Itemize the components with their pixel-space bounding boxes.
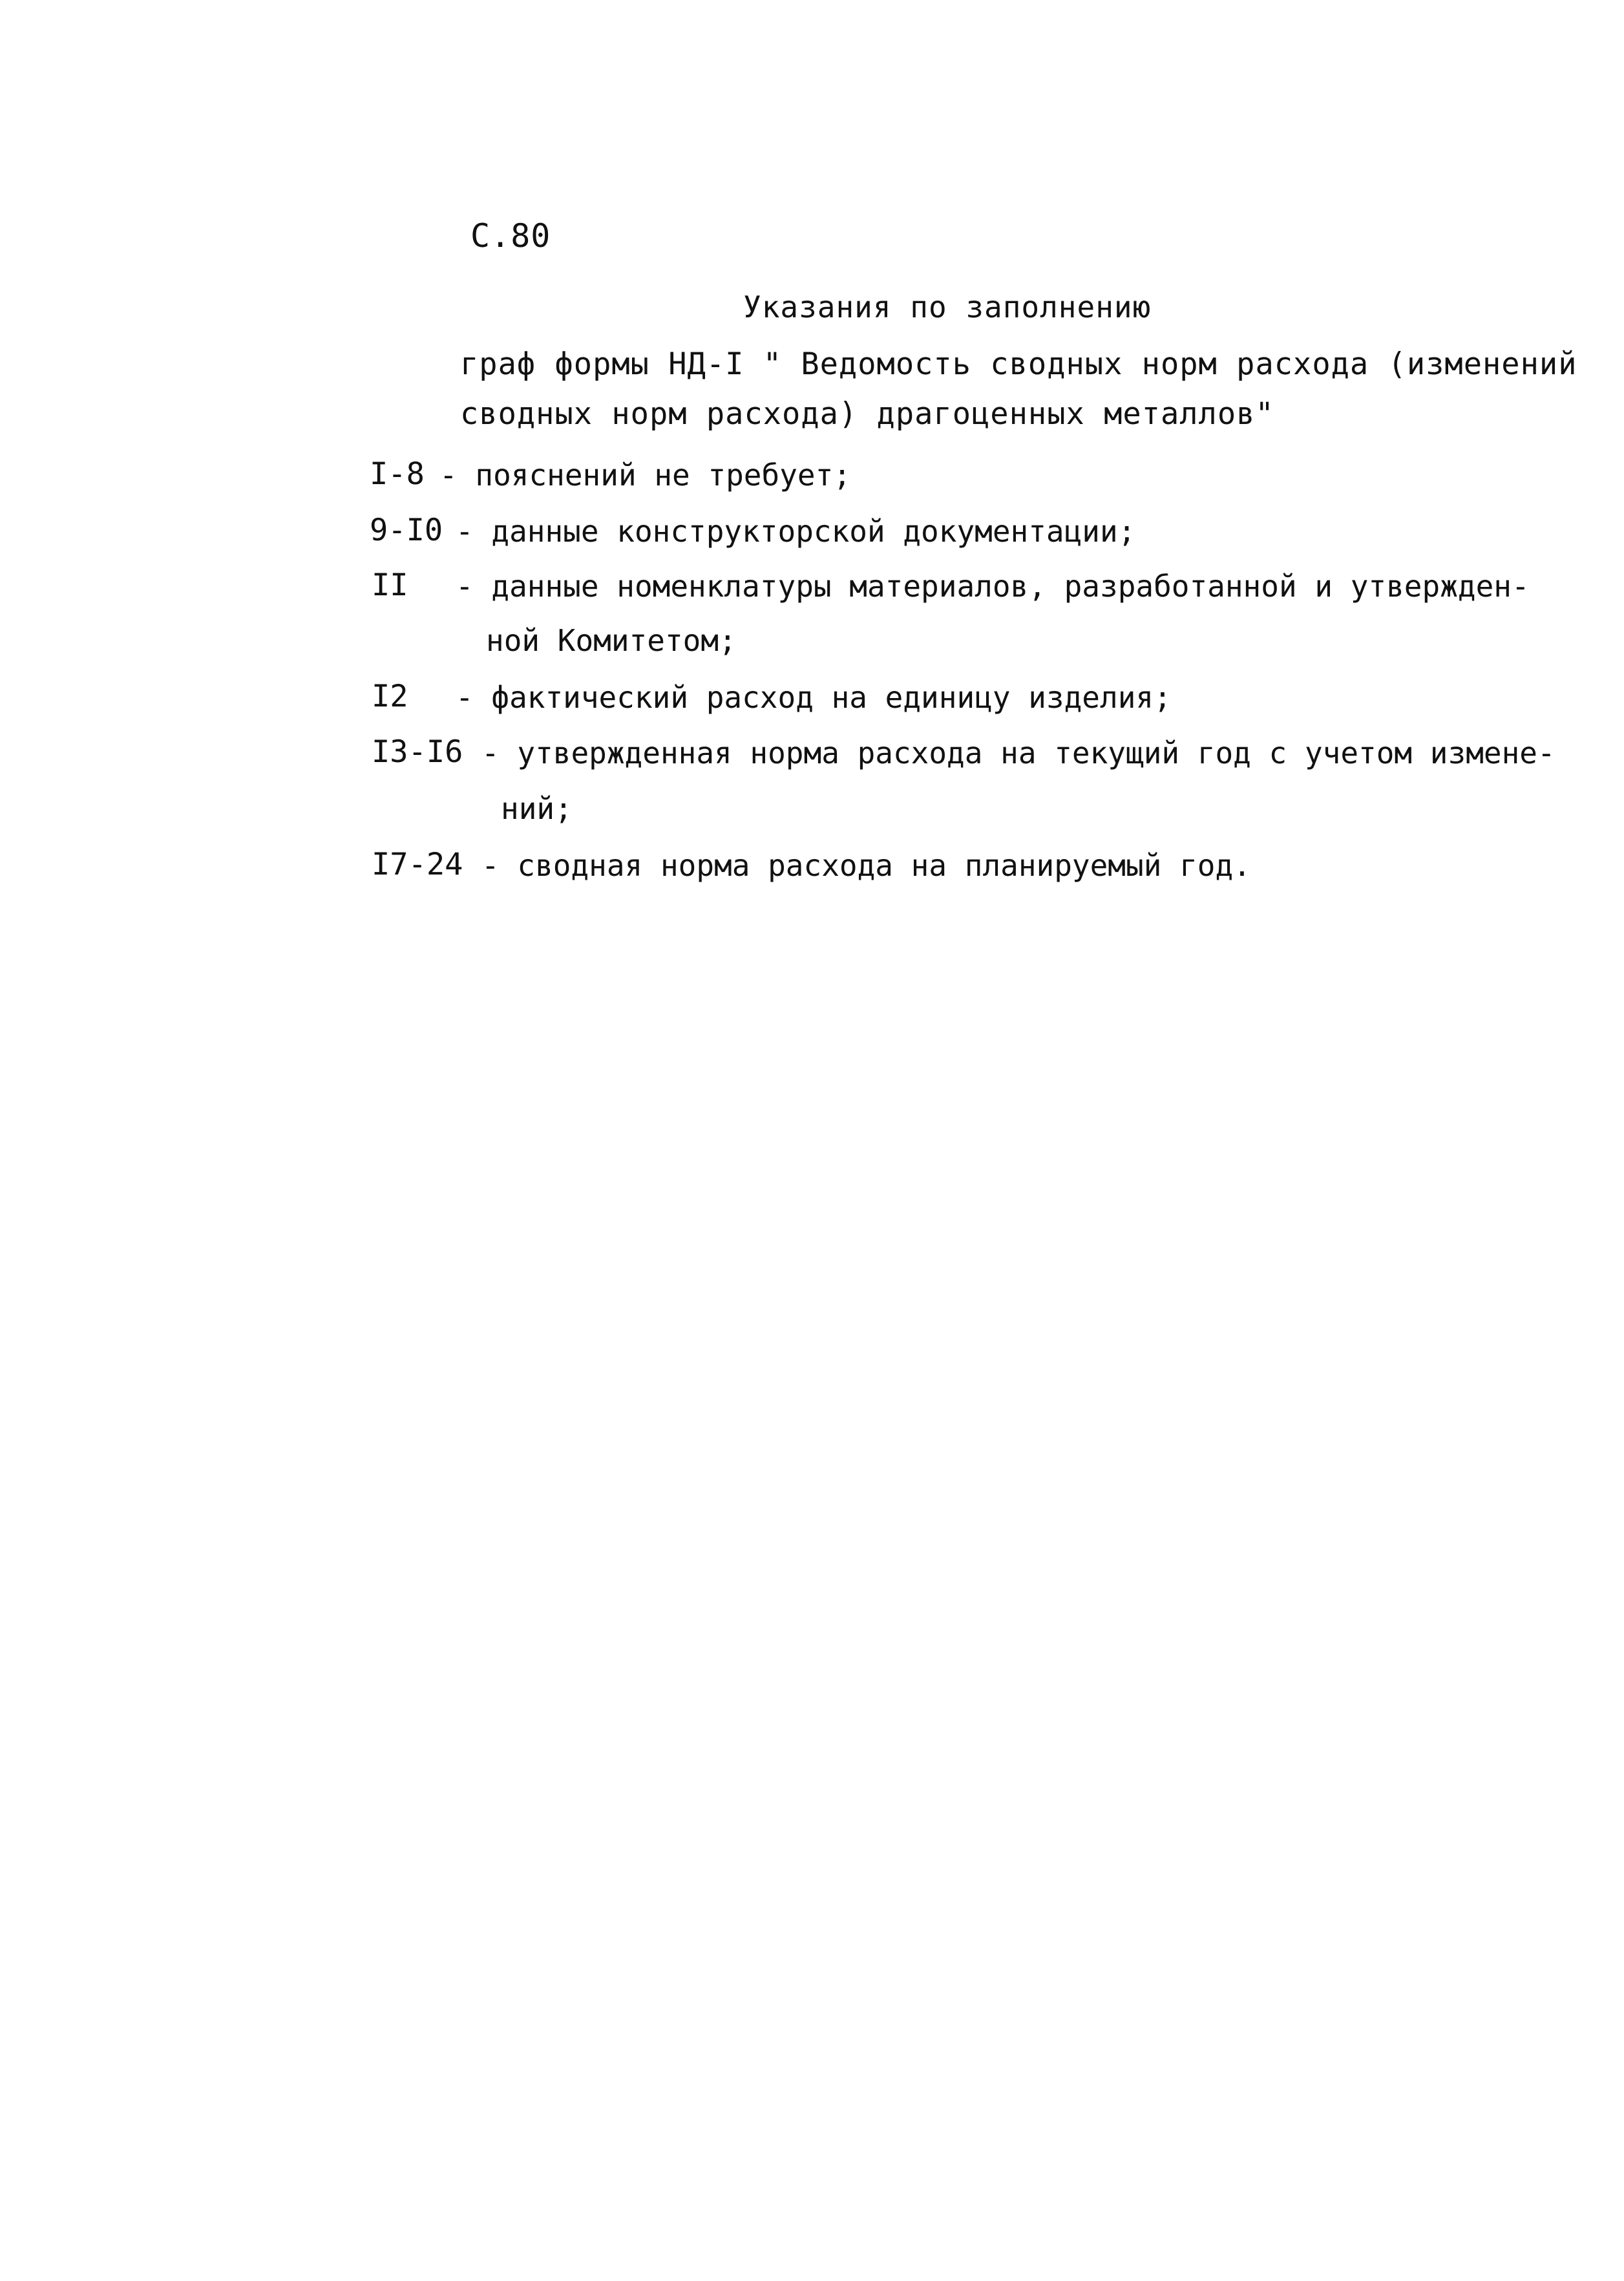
item-text: - фактический расход на единицу изделия; [456, 680, 1172, 715]
item-text: - пояснений не требует; [439, 458, 851, 493]
page-number: С.80 [470, 217, 551, 255]
item-text: - сводная норма расхода на планируемый год. [481, 848, 1251, 883]
document-heading: Указания по заполнению [743, 290, 1152, 324]
item-code: I3-I6 [372, 734, 463, 770]
document-subtitle-line-1: граф формы НД-I " Ведомость сводных норм расхода (изменений [460, 346, 1577, 382]
document-subtitle-line-2: сводных норм расхода) драгоценных металлов" [460, 396, 1274, 432]
item-code: I-8 [370, 456, 425, 492]
item-continuation: ний; [501, 791, 573, 826]
item-text: - утвержденная норма расхода на текущий год с учетом измене- [481, 736, 1555, 770]
item-continuation: ной Комитетом; [486, 623, 737, 658]
item-code: I2 [372, 679, 408, 714]
item-text: - данные конструкторской документации; [456, 514, 1136, 549]
item-code: I7-24 [372, 847, 463, 882]
item-code: II [372, 568, 408, 603]
item-code: 9-I0 [370, 513, 443, 548]
item-text: - данные номенклатуры материалов, разработанной и утвержден- [456, 569, 1530, 604]
